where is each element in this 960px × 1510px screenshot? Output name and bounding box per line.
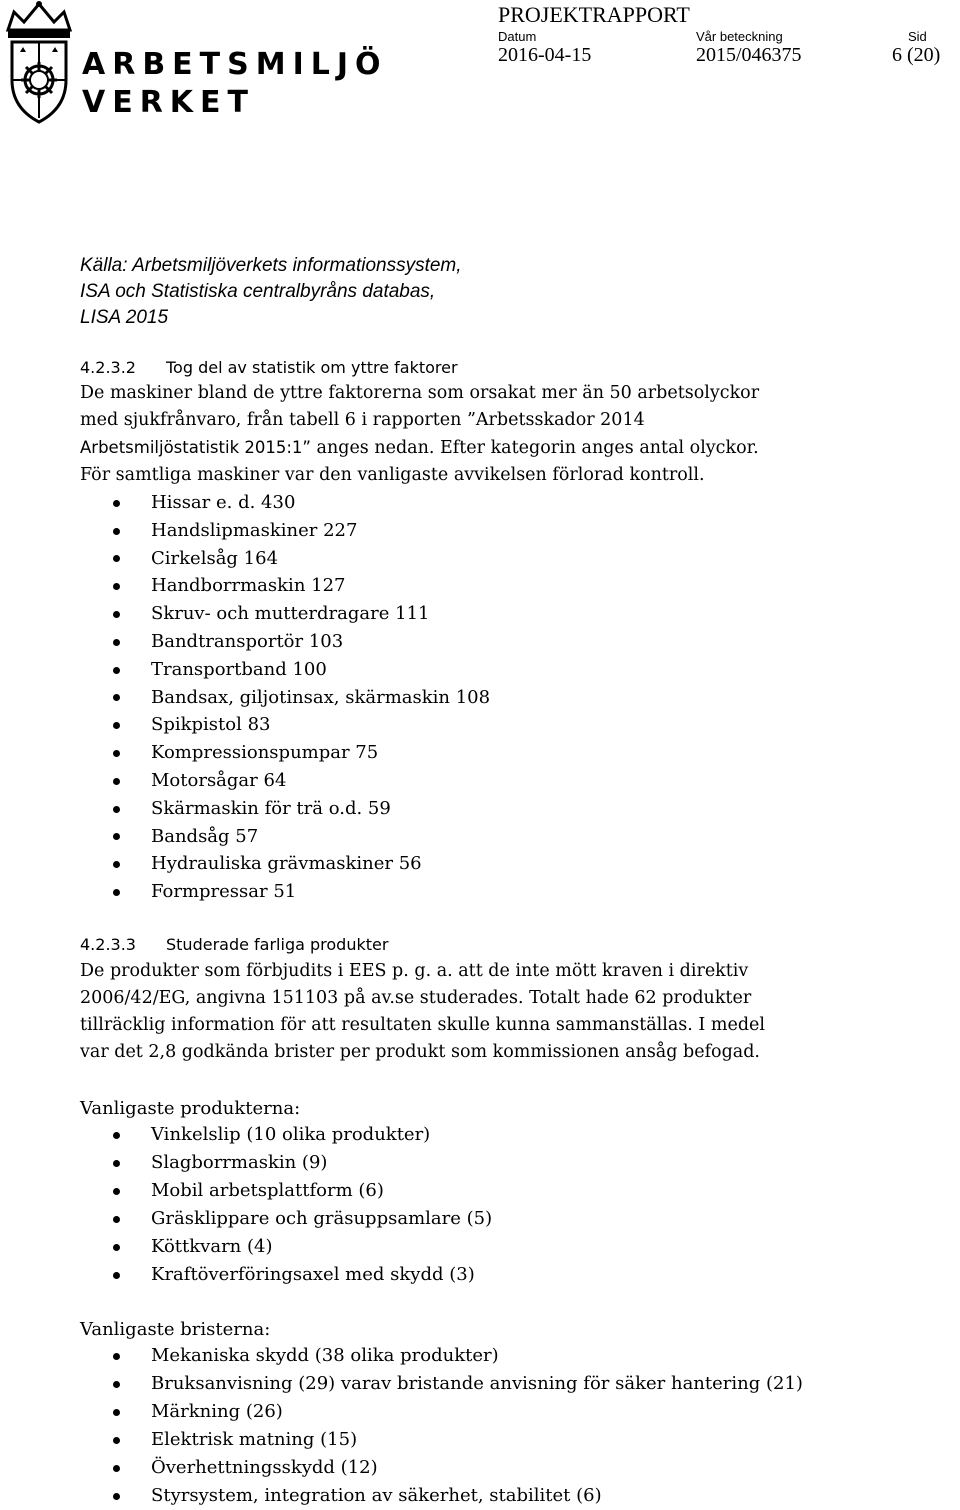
bullet-icon (113, 778, 120, 785)
bullet-icon (113, 1216, 120, 1223)
bullet-icon (113, 833, 120, 840)
bullet-icon (113, 528, 120, 535)
list-item: Bruksanvisning (29) varav bristande anvisning för säker hantering (21) (0, 1370, 803, 1398)
bullet-icon (113, 555, 120, 562)
source-note (80, 253, 462, 331)
section-title: Studerade farliga produkter (166, 935, 389, 954)
agency-logo (0, 0, 388, 130)
page-label: Sid (908, 29, 927, 44)
section-title: Tog del av statistik om yttre faktorer (166, 358, 458, 377)
section-paragraph (80, 380, 840, 489)
products-intro: Vanligaste produkterna: (80, 1098, 301, 1119)
list-item: Handslipmaskiner 227 (0, 517, 490, 545)
list-item: Elektrisk matning (15) (0, 1426, 803, 1454)
bullet-icon (113, 1353, 120, 1360)
section-heading (80, 934, 388, 956)
list-item: Bandtransportör 103 (0, 628, 490, 656)
date-value: 2016-04-15 (498, 44, 592, 66)
defect-list (0, 1342, 803, 1510)
bullet-icon (113, 1160, 120, 1167)
bullet-icon (113, 806, 120, 813)
bullet-icon (113, 1465, 120, 1472)
bullet-icon (113, 1132, 120, 1139)
list-item: Skärmaskin för trä o.d. 59 (0, 795, 490, 823)
bullet-icon (113, 889, 120, 896)
reference-label: Vår beteckning (696, 29, 783, 44)
list-item: Transportband 100 (0, 656, 490, 684)
paragraph-fragment: anges nedan. Efter kategorin anges antal olyckor. (310, 438, 759, 458)
list-item: Vinkelslip (10 olika produkter) (0, 1121, 492, 1149)
bullet-icon (113, 722, 120, 729)
paragraph-line: tillräcklig information för att resultaten skulle kunna sammanställas. I medel (80, 1015, 765, 1035)
source-line: ISA och Statistiska centralbyråns databas, (80, 281, 436, 302)
section-heading (80, 357, 458, 379)
logo-text-line2: VERKET (82, 85, 256, 120)
bullet-icon (113, 583, 120, 590)
list-item: Överhettningsskydd (12) (0, 1454, 803, 1482)
list-item: Styrsystem, integration av säkerhet, stabilitet (6) (0, 1482, 803, 1510)
bullet-icon (113, 500, 120, 507)
bullet-icon (113, 1244, 120, 1251)
list-item: Formpressar 51 (0, 878, 490, 906)
bullet-icon (113, 1409, 120, 1416)
machine-list (0, 489, 490, 906)
list-item: Bandsax, giljotinsax, skärmaskin 108 (0, 684, 490, 712)
list-item: Kompressionspumpar 75 (0, 739, 490, 767)
bullet-icon (113, 750, 120, 757)
paragraph-fragment: Arbetsmiljöstatistik 2015:1” (80, 438, 311, 457)
list-item: Cirkelsåg 164 (0, 545, 490, 573)
bullet-icon (113, 1272, 120, 1279)
list-item: Kraftöverföringsaxel med skydd (3) (0, 1261, 492, 1289)
list-item: Gräsklippare och gräsuppsamlare (5) (0, 1205, 492, 1233)
section-number: 4.2.3.3 (80, 935, 136, 954)
section-paragraph (80, 958, 840, 1066)
list-item: Hydrauliska grävmaskiner 56 (0, 850, 490, 878)
list-item: Hissar e. d. 430 (0, 489, 490, 517)
bullet-icon (113, 639, 120, 646)
list-item: Motorsågar 64 (0, 767, 490, 795)
bullet-icon (113, 667, 120, 674)
bullet-icon (113, 861, 120, 868)
list-item: Slagborrmaskin (9) (0, 1149, 492, 1177)
paragraph-line: De produkter som förbjudits i EES p. g. a. att de inte mött kraven i direktiv (80, 961, 749, 981)
list-item: Mekaniska skydd (38 olika produkter) (0, 1342, 803, 1370)
paragraph-line: De maskiner bland de yttre faktorerna som orsakat mer än 50 arbetsolyckor (80, 383, 760, 403)
product-list (0, 1121, 492, 1289)
source-line: Källa: Arbetsmiljöverkets informationssystem, (80, 255, 462, 276)
list-item: Spikpistol 83 (0, 711, 490, 739)
defects-intro: Vanligaste bristerna: (80, 1319, 271, 1340)
bullet-icon (113, 694, 120, 701)
paragraph-line: med sjukfrånvaro, från tabell 6 i rapporten ”Arbetsskador 2014 (80, 410, 645, 430)
reference-value: 2015/046375 (696, 44, 802, 66)
page-number: 6 (20) (892, 44, 941, 66)
paragraph-line: 2006/42/EG, angivna 151103 på av.se studerades. Totalt hade 62 produkter (80, 988, 752, 1008)
paragraph-line (80, 434, 840, 462)
crown-emblem-icon (0, 0, 78, 125)
list-item: Handborrmaskin 127 (0, 572, 490, 600)
list-item: Köttkvarn (4) (0, 1233, 492, 1261)
list-item: Märkning (26) (0, 1398, 803, 1426)
document-type: PROJEKTRAPPORT (498, 2, 690, 27)
source-line: LISA 2015 (80, 307, 169, 328)
bullet-icon (113, 1381, 120, 1388)
bullet-icon (113, 1188, 120, 1195)
list-item: Mobil arbetsplattform (6) (0, 1177, 492, 1205)
bullet-icon (113, 1437, 120, 1444)
bullet-icon (113, 1493, 120, 1500)
date-label: Datum (498, 29, 537, 44)
paragraph-line: För samtliga maskiner var den vanligaste avvikelsen förlorad kontroll. (80, 465, 705, 485)
list-item: Bandsåg 57 (0, 823, 490, 851)
logo-text-line1: ARBETSMILJÖ (82, 47, 388, 82)
bullet-icon (113, 611, 120, 618)
section-number: 4.2.3.2 (80, 358, 136, 377)
paragraph-line: var det 2,8 godkända brister per produkt som kommissionen ansåg befogad. (80, 1042, 760, 1062)
list-item: Skruv- och mutterdragare 111 (0, 600, 490, 628)
